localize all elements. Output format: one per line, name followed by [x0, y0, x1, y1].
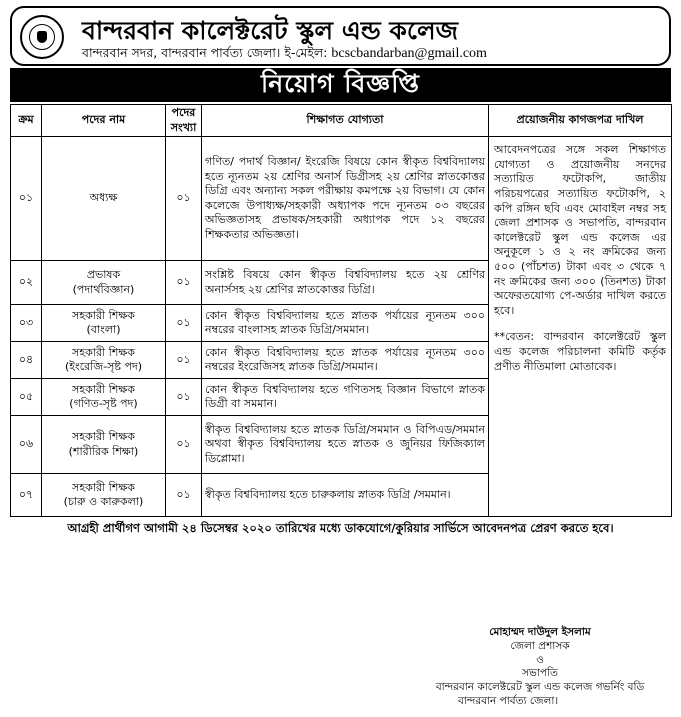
application-deadline: আগ্রহী প্রার্থীগণ আগামী ২৪ ডিসেম্বর ২০২০ তারিখের মধ্যে ডাকযোগে/কুরিয়ার সার্ভিসে আবেদনপত্র প্রেরণ করতে হবে। [67, 521, 614, 536]
signature-block [400, 626, 680, 709]
row-serial: ০৫ [11, 379, 42, 416]
row-count: ০১ [166, 261, 202, 305]
post-subject: (চারু ও কারুকলা) [63, 495, 144, 509]
vacancy-table [10, 104, 672, 517]
row-serial: ০২ [11, 261, 42, 305]
email-address: bcscbandarban@gmail.com [331, 46, 487, 61]
header-box [10, 6, 671, 66]
school-address [82, 45, 487, 65]
address-text: বান্দরবান সদর, বান্দরবান পার্বত্য জেলা। ই-মেইল: [82, 45, 332, 60]
notice-title: নিয়োগ বিজ্ঞপ্তি [261, 68, 420, 98]
signatory-and: ও [536, 653, 544, 666]
post-subject: (শারীরিক শিক্ষা) [68, 444, 139, 458]
row-serial: ০৭ [11, 474, 42, 517]
salary-note: **বেতন: বান্দরবান কালেক্টরেট স্কুল এন্ড কলেজ পরিচালনা কমিটি কর্তৃক প্রণীত নীতিমালা মোতাবেক। [494, 330, 666, 373]
post-subject: (পদার্থবিজ্ঞান) [72, 282, 135, 296]
signatory-district: বান্দরবান পার্বত্য জেলা। [458, 694, 559, 707]
school-name: বান্দরবান কালেক্টরেট স্কুল এন্ড কলেজ [82, 16, 458, 45]
post-title: সহকারী শিক্ষক [72, 480, 135, 494]
row-count: ০১ [166, 342, 202, 379]
header-qualification: শিক্ষাগত যোগ্যতা [202, 105, 489, 137]
row-count: ০১ [166, 474, 202, 517]
table-row [11, 137, 672, 261]
row-qualification: কোন স্বীকৃত বিশ্ববিদ্যালয় হতে গণিতসহ বিজ্ঞান বিভাগে স্নাতক ডিগ্রী বা সমমান। [202, 379, 489, 416]
post-subject: (ইংরেজি-সৃষ্ট পদ) [64, 360, 143, 374]
row-serial: ০১ [11, 137, 42, 261]
post-title: সহকারী শিক্ষক [72, 308, 135, 322]
post-subject: (গণিত-সৃষ্ট পদ) [69, 397, 138, 411]
row-serial: ০৬ [11, 416, 42, 474]
row-count: ০১ [166, 416, 202, 474]
header-count: পদের সংখ্যা [166, 105, 202, 137]
row-post [42, 379, 166, 416]
signatory-role: সভাপতি [522, 667, 558, 680]
row-post [42, 137, 166, 261]
row-serial: ০৪ [11, 342, 42, 379]
row-qualification: স্বীকৃত বিশ্ববিদ্যালয় হতে স্নাতক ডিগ্রি/সমমান ও বিপিএড/সমমান অথবা স্বীকৃত বিশ্ববিদ্যালয় হতে স্নাতক ও জুনিয়র ফিজিক্যাল ডিপ্লোমা। [202, 416, 489, 474]
row-post [42, 474, 166, 517]
row-post [42, 342, 166, 379]
signatory-name: মোহাম্মদ দাউদুল ইসলাম [489, 626, 591, 638]
header-serial: ক্রম [11, 105, 42, 137]
row-post [42, 416, 166, 474]
post-title: সহকারী শিক্ষক [72, 430, 135, 444]
table-header-row [11, 105, 672, 137]
row-count: ০১ [166, 379, 202, 416]
signatory-org: বান্দরবান কালেক্টরেট স্কুল এন্ড কলেজ গভর্নিং বডি [435, 681, 645, 694]
row-serial: ০৩ [11, 305, 42, 342]
signatory-title: জেলা প্রশাসক [510, 639, 570, 652]
row-qualification: গণিত/ পদার্থ বিজ্ঞান/ ইংরেজি বিষয়ে কোন স্বীকৃত বিশ্ববিদ্যালয় হতে ন্যূনতম ২য় শ্রেণির অনার্স ডিগ্রীসহ ২য় শ্রেণির স্নাতকোত্তর ডিগ্রি এবং অন্যান্য সকল পরীক্ষায় কমপক্ষে ২য় বিভাগ। যে কোন কলেজে উপাধ্যক্ষ/সহকারী অধ্যাপক পদে ন্যূনতম ০৩ বছরের অভিজ্ঞতাসহ প্রভাষক/সহকারী অধ্যাপক পদে ১২ বছরের শিক্ষকতার অভিজ্ঞতা। [202, 137, 489, 261]
post-title: প্রভাষক [86, 268, 121, 282]
documents-text: আবেদনপত্রের সঙ্গে সকল শিক্ষাগত যোগ্যতা ও প্রয়োজনীয় সনদের সত্যায়িত ফটোকপি, জাতীয় পরিচয়পত্রের সত্যায়িত ফটোকপি, ২ কপি রঙ্গিন ছবি এবং মোবাইল নম্বর সহ জেলা প্রশাসক ও সভাপতি, বান্দরবান কালেক্টরেট স্কুল এন্ড কলেজ এর অনুকূলে ১ ও ২ নং ক্রমিকের জন্য ৫০০ (পাঁচশত) টাকা এবং ৩ থেকে ৭ নং ক্রমিকের জন্য ৩০০ (তিনশত) টাকা অফেরতযোগ্য পে-অর্ডার দাখিল করতে হবে। [494, 143, 666, 317]
post-subject: (বাংলা) [86, 323, 121, 337]
school-crest-icon [20, 15, 64, 59]
header-documents: প্রয়োজনীয় কাগজপত্র দাখিল [489, 105, 672, 137]
row-qualification: সংশ্লিষ্ট বিষয়ে কোন স্বীকৃত বিশ্ববিদ্যালয় হতে ২য় শ্রেণির অনার্সসহ ২য় শ্রেণির স্নাতকোত্তর ডিগ্রি। [202, 261, 489, 305]
row-count: ০১ [166, 137, 202, 261]
row-post [42, 261, 166, 305]
row-qualification: কোন স্বীকৃত বিশ্ববিদ্যালয় হতে স্নাতক পর্যায়ের ন্যূনতম ৩০০ নম্বরের ইংরেজিসহ স্নাতক ডিগ্রি/সমমান। [202, 342, 489, 379]
header-post: পদের নাম [42, 105, 166, 137]
row-qualification: স্বীকৃত বিশ্ববিদ্যালয় হতে চারুকলায় স্নাতক ডিগ্রি /সমমান। [202, 474, 489, 517]
documents-cell [489, 137, 672, 517]
post-title: সহকারী শিক্ষক [72, 345, 135, 359]
post-title: সহকারী শিক্ষক [72, 382, 135, 396]
title-banner [10, 68, 671, 102]
post-title: অধ্যক্ষ [89, 191, 118, 205]
row-post [42, 305, 166, 342]
row-qualification: কোন স্বীকৃত বিশ্ববিদ্যালয় হতে স্নাতক পর্যায়ের ন্যূনতম ৩০০ নম্বরের বাংলাসহ স্নাতক ডিগ্রি/সমমান। [202, 305, 489, 342]
row-count: ০১ [166, 305, 202, 342]
